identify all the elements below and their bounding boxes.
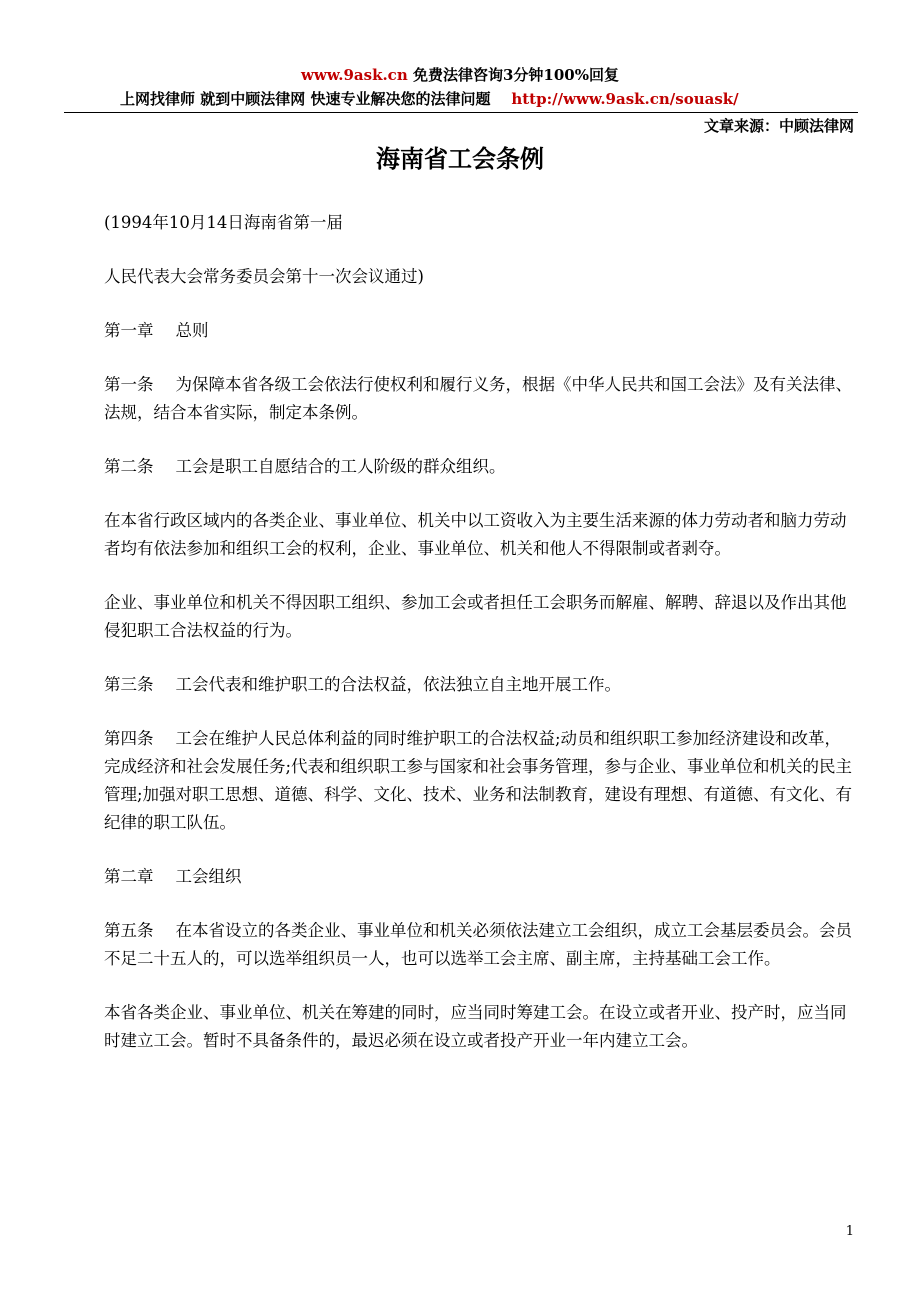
document-paragraph bbox=[104, 589, 856, 645]
paragraph-text: 工会代表和维护职工的合法权益，依法独立自主地开展工作。 bbox=[175, 675, 621, 694]
paragraph-text: 人民代表大会常务委员会第十一次会议通过) bbox=[104, 267, 424, 286]
paragraph-text: 工会组织 bbox=[175, 867, 242, 886]
header-slogan-line bbox=[120, 90, 880, 108]
page-number: 1 bbox=[845, 1224, 854, 1239]
article-label: 第四条 bbox=[104, 729, 154, 748]
document-body bbox=[104, 209, 856, 1081]
article-label: 第三条 bbox=[104, 675, 154, 694]
document-paragraph bbox=[104, 371, 856, 427]
document-title: 海南省工会条例 bbox=[376, 144, 544, 173]
article-label: 第一条 bbox=[104, 375, 154, 394]
document-paragraph bbox=[104, 507, 856, 563]
document-paragraph bbox=[104, 999, 856, 1055]
site-link[interactable]: www.9ask.cn bbox=[301, 66, 408, 84]
header-tagline-line bbox=[0, 66, 920, 84]
paragraph-text: 在本省行政区域内的各类企业、事业单位、机关中以工资收入为主要生活来源的体力劳动者和脑力劳动者均有依法参加和组织工会的权利，企业、事业单位、机关和他人不得限制或者剥夺。 bbox=[104, 511, 847, 558]
paragraph-text: 在本省设立的各类企业、事业单位和机关必须依法建立工会组织，成立工会基层委员会。会员不足二十五人的，可以选举组织员一人，也可以选举工会主席、副主席，主持基础工会工作。 bbox=[104, 921, 852, 968]
article-label: 第五条 bbox=[104, 921, 154, 940]
document-paragraph bbox=[104, 263, 856, 291]
paragraph-text: (1994年10月14日海南省第一届 bbox=[104, 213, 343, 232]
paragraph-text: 本省各类企业、事业单位、机关在筹建的同时，应当同时筹建工会。在设立或者开业、投产时，应当同时建立工会。暂时不具备条件的，最迟必须在设立或者投产开业一年内建立工会。 bbox=[104, 1003, 847, 1050]
paragraph-text: 企业、事业单位和机关不得因职工组织、参加工会或者担任工会职务而解雇、解聘、辞退以及作出其他侵犯职工合法权益的行为。 bbox=[104, 593, 847, 640]
paragraph-text: 为保障本省各级工会依法行使权利和履行义务，根据《中华人民共和国工会法》及有关法律、法规，结合本省实际，制定本条例。 bbox=[104, 375, 852, 422]
article-label: 第二章 bbox=[104, 867, 154, 886]
paragraph-text: 工会是职工自愿结合的工人阶级的群众组织。 bbox=[175, 457, 506, 476]
header-slogan: 上网找律师 就到中顾法律网 快速专业解决您的法律问题 bbox=[120, 90, 491, 108]
article-source: 文章来源：中顾法律网 bbox=[703, 117, 854, 135]
document-paragraph bbox=[104, 671, 856, 699]
article-label: 第一章 bbox=[104, 321, 154, 340]
paragraph-text: 工会在维护人民总体利益的同时维护职工的合法权益;动员和组织职工参加经济建设和改革，完成经济和社会发展任务;代表和组织职工参与国家和社会事务管理，参与企业、事业单位和机关的民主管理;加强对职工思想、道德、科学、文化、技术、业务和法制教育，建设有理想、有道德、有文化、有纪律的职工队伍。 bbox=[104, 729, 853, 832]
article-label: 第二条 bbox=[104, 457, 154, 476]
header-tagline: 免费法律咨询3分钟100%回复 bbox=[412, 66, 619, 84]
document-paragraph bbox=[104, 863, 856, 891]
souask-link[interactable]: http://www.9ask.cn/souask/ bbox=[511, 90, 739, 108]
document-paragraph bbox=[104, 917, 856, 973]
document-paragraph bbox=[104, 725, 856, 837]
paragraph-text: 总则 bbox=[175, 321, 209, 340]
document-paragraph bbox=[104, 209, 856, 237]
document-paragraph bbox=[104, 317, 856, 345]
header-divider bbox=[64, 112, 858, 113]
document-paragraph bbox=[104, 453, 856, 481]
